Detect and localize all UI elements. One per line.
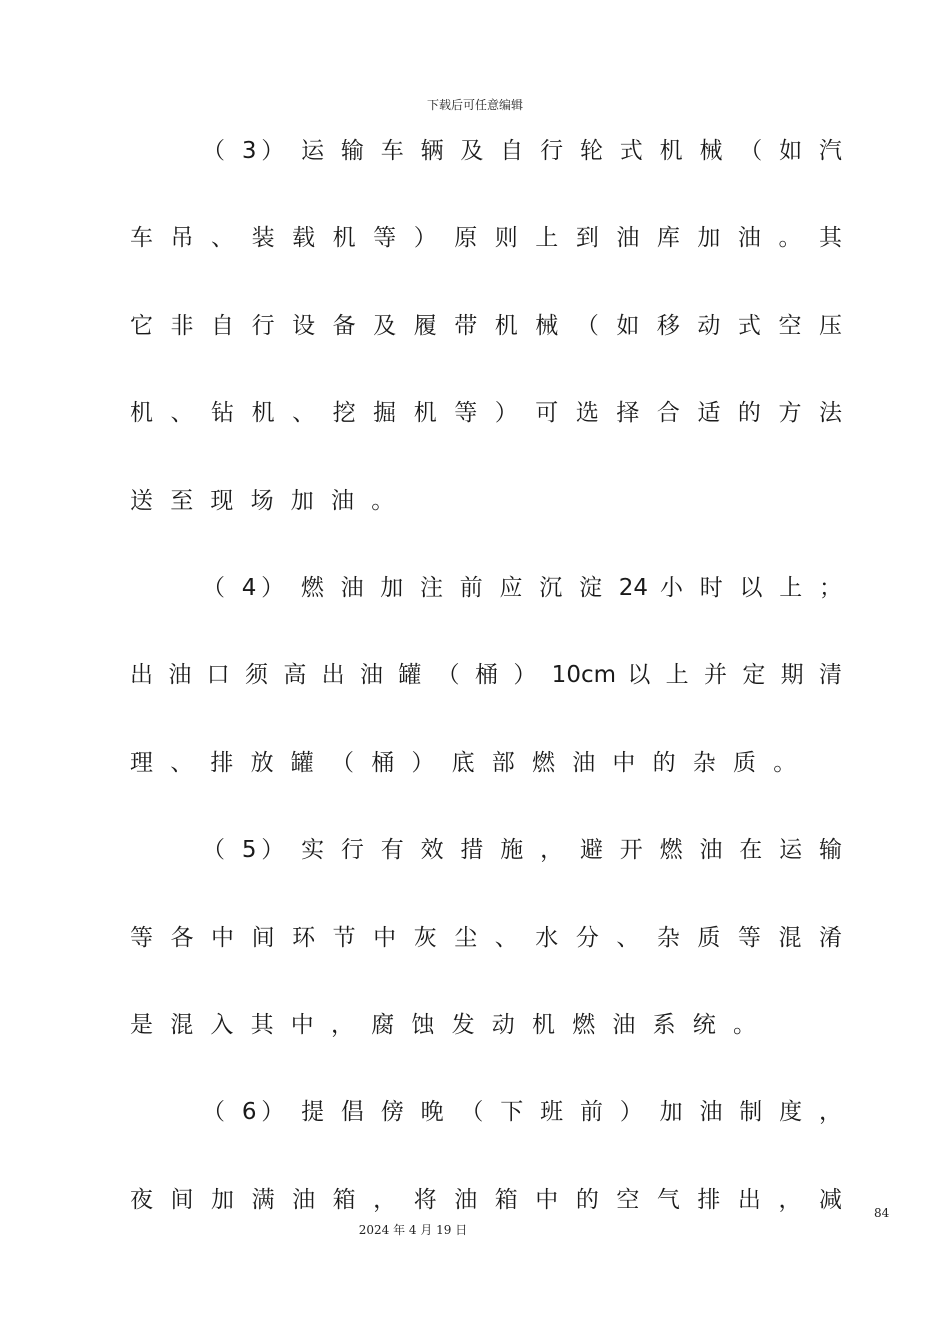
paragraph-4-line-1: （ 4） 燃 油 加 注 前 应 沉 淀 24 小 时 以 上 ； — [202, 574, 842, 601]
paragraph-5-line-2: 等 各 中 间 环 节 中 灰 尘 、 水 分 、 杂 质 等 混 淆 — [130, 924, 842, 951]
paragraph-4-line-3: 理、排放罐（桶）底部燃油中的杂质。 — [130, 749, 814, 776]
page-number: 84 — [874, 1206, 890, 1220]
paragraph-3-line-2: 车 吊 、 装 载 机 等 ） 原 则 上 到 油 库 加 油 。 其 — [130, 225, 842, 252]
paragraph-6-line-1: （ 6） 提 倡 傍 晚 （ 下 班 前 ） 加 油 制 度 ， — [202, 1099, 842, 1126]
paragraph-3-line-3: 它 非 自 行 设 备 及 履 带 机 械 （ 如 移 动 式 空 压 — [130, 312, 842, 339]
paragraph-3-line-1: （ 3） 运 输 车 辆 及 自 行 轮 式 机 械 （ 如 汽 — [202, 138, 842, 164]
paragraph-3-line-4: 机 、 钻 机 、 挖 掘 机 等 ） 可 选 择 合 适 的 方 法 — [130, 400, 842, 427]
body-text — [130, 108, 842, 1244]
paragraph-5-line-3: 是混入其中，腐蚀发动机燃油系统。 — [130, 1011, 774, 1038]
page-date: 2024 年 4 月 19 日 — [358, 1223, 468, 1237]
paragraph-5-line-1: （ 5） 实 行 有 效 措 施 ， 避 开 燃 油 在 运 输 — [202, 837, 842, 864]
paragraph-4-line-2: 出 油 口 须 高 出 油 罐 （ 桶 ） 10cm 以 上 并 定 期 清 — [130, 662, 842, 689]
page-header: 下载后可任意编辑 — [426, 98, 523, 112]
paragraph-3-line-5: 送至现场加油。 — [130, 487, 412, 514]
paragraph-6-line-2: 夜 间 加 满 油 箱 ， 将 油 箱 中 的 空 气 排 出 ， 减 — [130, 1186, 842, 1213]
